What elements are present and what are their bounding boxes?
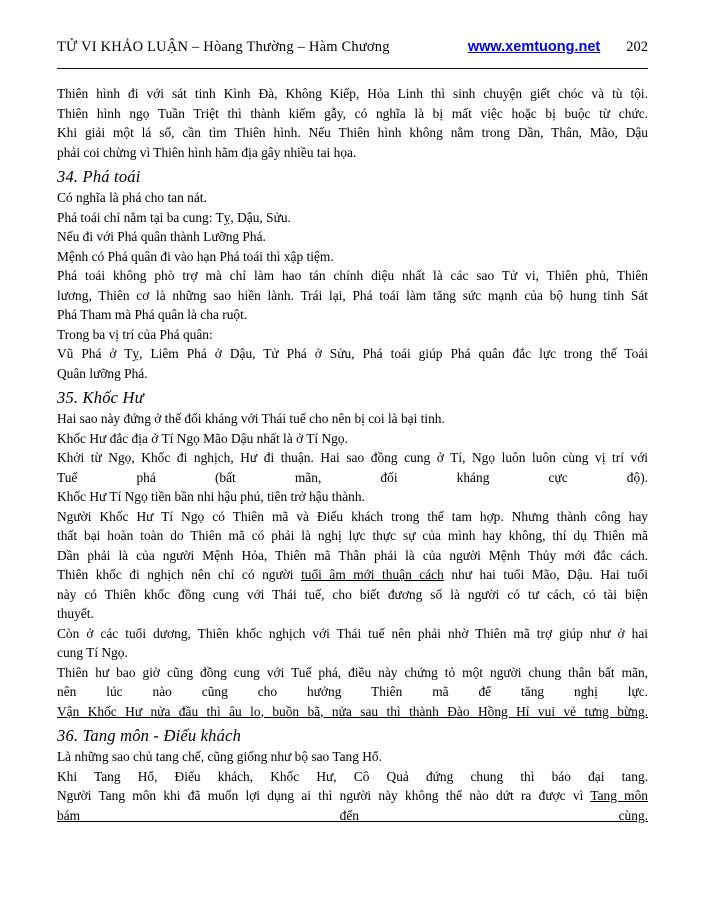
page-header [57, 38, 648, 57]
section-34 [57, 166, 648, 383]
text-line: Mệnh có Phá quân đi vào hạn Phá toái thì xập tiệm. [57, 248, 334, 264]
text-line: Tuế phá (bất mãn, đối kháng cực độ). [57, 469, 648, 485]
website-link[interactable]: www.xemtuong.net [467, 39, 601, 55]
section-heading-35: 35. Khốc Hư [57, 388, 144, 407]
text-segment: Người Tang môn khi đã muốn lợi dụng ai thì người này không thể nào dứt ra được vì [57, 788, 591, 803]
underlined-phrase: tuổi âm mới thuận cách [301, 567, 444, 582]
text-line: thuyết. [57, 606, 94, 621]
text-line: Nếu đi với Phá quân thành Lưỡng Phá. [57, 229, 266, 244]
text-line: phải coi chừng vì Thiên hình hãm địa gây nhiều tai họa. [57, 144, 357, 160]
text-line: Khi giải một lá số, cần tìm Thiên hình. Nếu Thiên hình không nằm trong Dần, Thân, Mão, Dậu [57, 125, 648, 140]
text-line: Phá Tham mà Phá quân là cha ruột. [57, 307, 248, 322]
text-line: Người Khốc Hư Tí Ngọ có Thiên mã và Điếu khách trong thế tam hợp. Nhưng thành công hay [57, 508, 648, 524]
text-line: thất bại hoàn toàn do Thiên mã có phải là nghị lực thực sự của mình hay không, thí dụ Thiên mã [57, 528, 648, 543]
section-heading-34: 34. Phá toái [57, 167, 141, 186]
text-line: Khốc Hư đắc địa ở Tí Ngọ Mão Dậu nhất là ở Tí Ngọ. [57, 430, 348, 446]
text-line: Hai sao này đứng ở thế đối kháng với Thái tuế cho nên bị coi là bại tinh. [57, 411, 445, 426]
text-line: Phá toái chỉ nằm tại ba cung: Tỵ, Dậu, Sửu. [57, 209, 291, 225]
text-line: Thiên hình ngọ Tuần Triệt thì thành kiếm gẫy, có nghĩa là bị mất việc hoặc bị buộc từ chức. [57, 105, 648, 121]
text-line: Còn ở các tuổi dương, Thiên khốc nghịch với Thái tuế nên phải nhờ Thiên mã trợ giúp như ở hai [57, 625, 648, 641]
text-line: Quân lưỡng Phá. [57, 365, 148, 381]
text-line: Thiên hình đi với sát tinh Kình Đà, Không Kiếp, Hỏa Linh thì sinh chuyện giết chóc và tù tội. [57, 86, 648, 101]
text-line: này có Thiên khốc đồng cung với Thái tuế, cho biết đương số là người có tư cách, có tài biện [57, 586, 648, 602]
underlined-line: Vận Khốc Hư nửa đầu thì âu lo, buồn bã, nửa sau thì thành Đào Hồng Hỉ vui vẻ tưng bừng. [57, 703, 648, 719]
intro-paragraph [57, 84, 648, 162]
text-line: lương, Thiên cơ là những sao hiền lành. Trái lại, Phá toái làm tăng sức mạnh của bộ hung tinh Sát [57, 287, 648, 303]
text-line: Vũ Phá ở Tỵ, Liêm Phá ở Dậu, Tử Phá ở Sửu, Phá toái giúp Phá quân đắc lực trong thế Toái [57, 346, 648, 361]
text-line: Có nghĩa là phá cho tan nát. [57, 190, 207, 205]
text-line: Dần phải là của người Mệnh Hỏa, Thiên mã Thân phải là của người Mệnh Thủy mới đắc cách. [57, 547, 648, 563]
text-line: cung Tí Ngọ. [57, 645, 128, 660]
header-divider [57, 68, 648, 69]
underlined-line: bám đến cùng. [57, 807, 648, 823]
text-line: Thiên hư bao giờ cũng đồng cung với Tuế phá, điều này chứng tỏ một người chung thân bất mãn, [57, 664, 648, 680]
text-line: Khi Tang Hổ, Điếu khách, Khốc Hư, Cô Quả đứng chung thì báo đại tang. [57, 768, 648, 784]
section-heading-36: 36. Tang môn - Điếu khách [57, 726, 242, 745]
text-line: Phá toái không phò trợ mà chỉ làm hao tán chính diệu nhất là các sao Tử vi, Thiên phủ, Thiên [57, 268, 648, 283]
text-segment: Thiên khốc đi nghịch nên chỉ có người [57, 567, 302, 582]
text-line: Khốc Hư Tí Ngọ tiền bần nhi hậu phú, tiên trở hậu thành. [57, 489, 365, 504]
text-line: Khởi từ Ngọ, Khốc đi nghịch, Hư đi thuận. Hai sao đồng cung ở Tí, Ngọ luôn luôn cùng vị trí với [57, 450, 648, 465]
text-segment: như hai tuổi Mão, Dậu. Hai tuổi [443, 567, 649, 582]
text-line [57, 565, 648, 585]
underlined-phrase: Tang môn [590, 788, 648, 803]
text-line: Là những sao chủ tang chế, cũng giống như bộ sao Tang Hổ. [57, 749, 382, 764]
section-36 [57, 725, 648, 825]
text-line [57, 786, 648, 806]
page-number: 202 [626, 39, 648, 55]
text-line: Trong ba vị trí của Phá quân: [57, 326, 213, 342]
text-line: nên lúc nào cũng cho hưởng Thiên mã để tăng nghị lực. [57, 684, 648, 699]
section-35 [57, 387, 648, 721]
book-title: TỬ VI KHẢO LUẬN – Hòang Thường – Hàm Chương [57, 39, 390, 55]
